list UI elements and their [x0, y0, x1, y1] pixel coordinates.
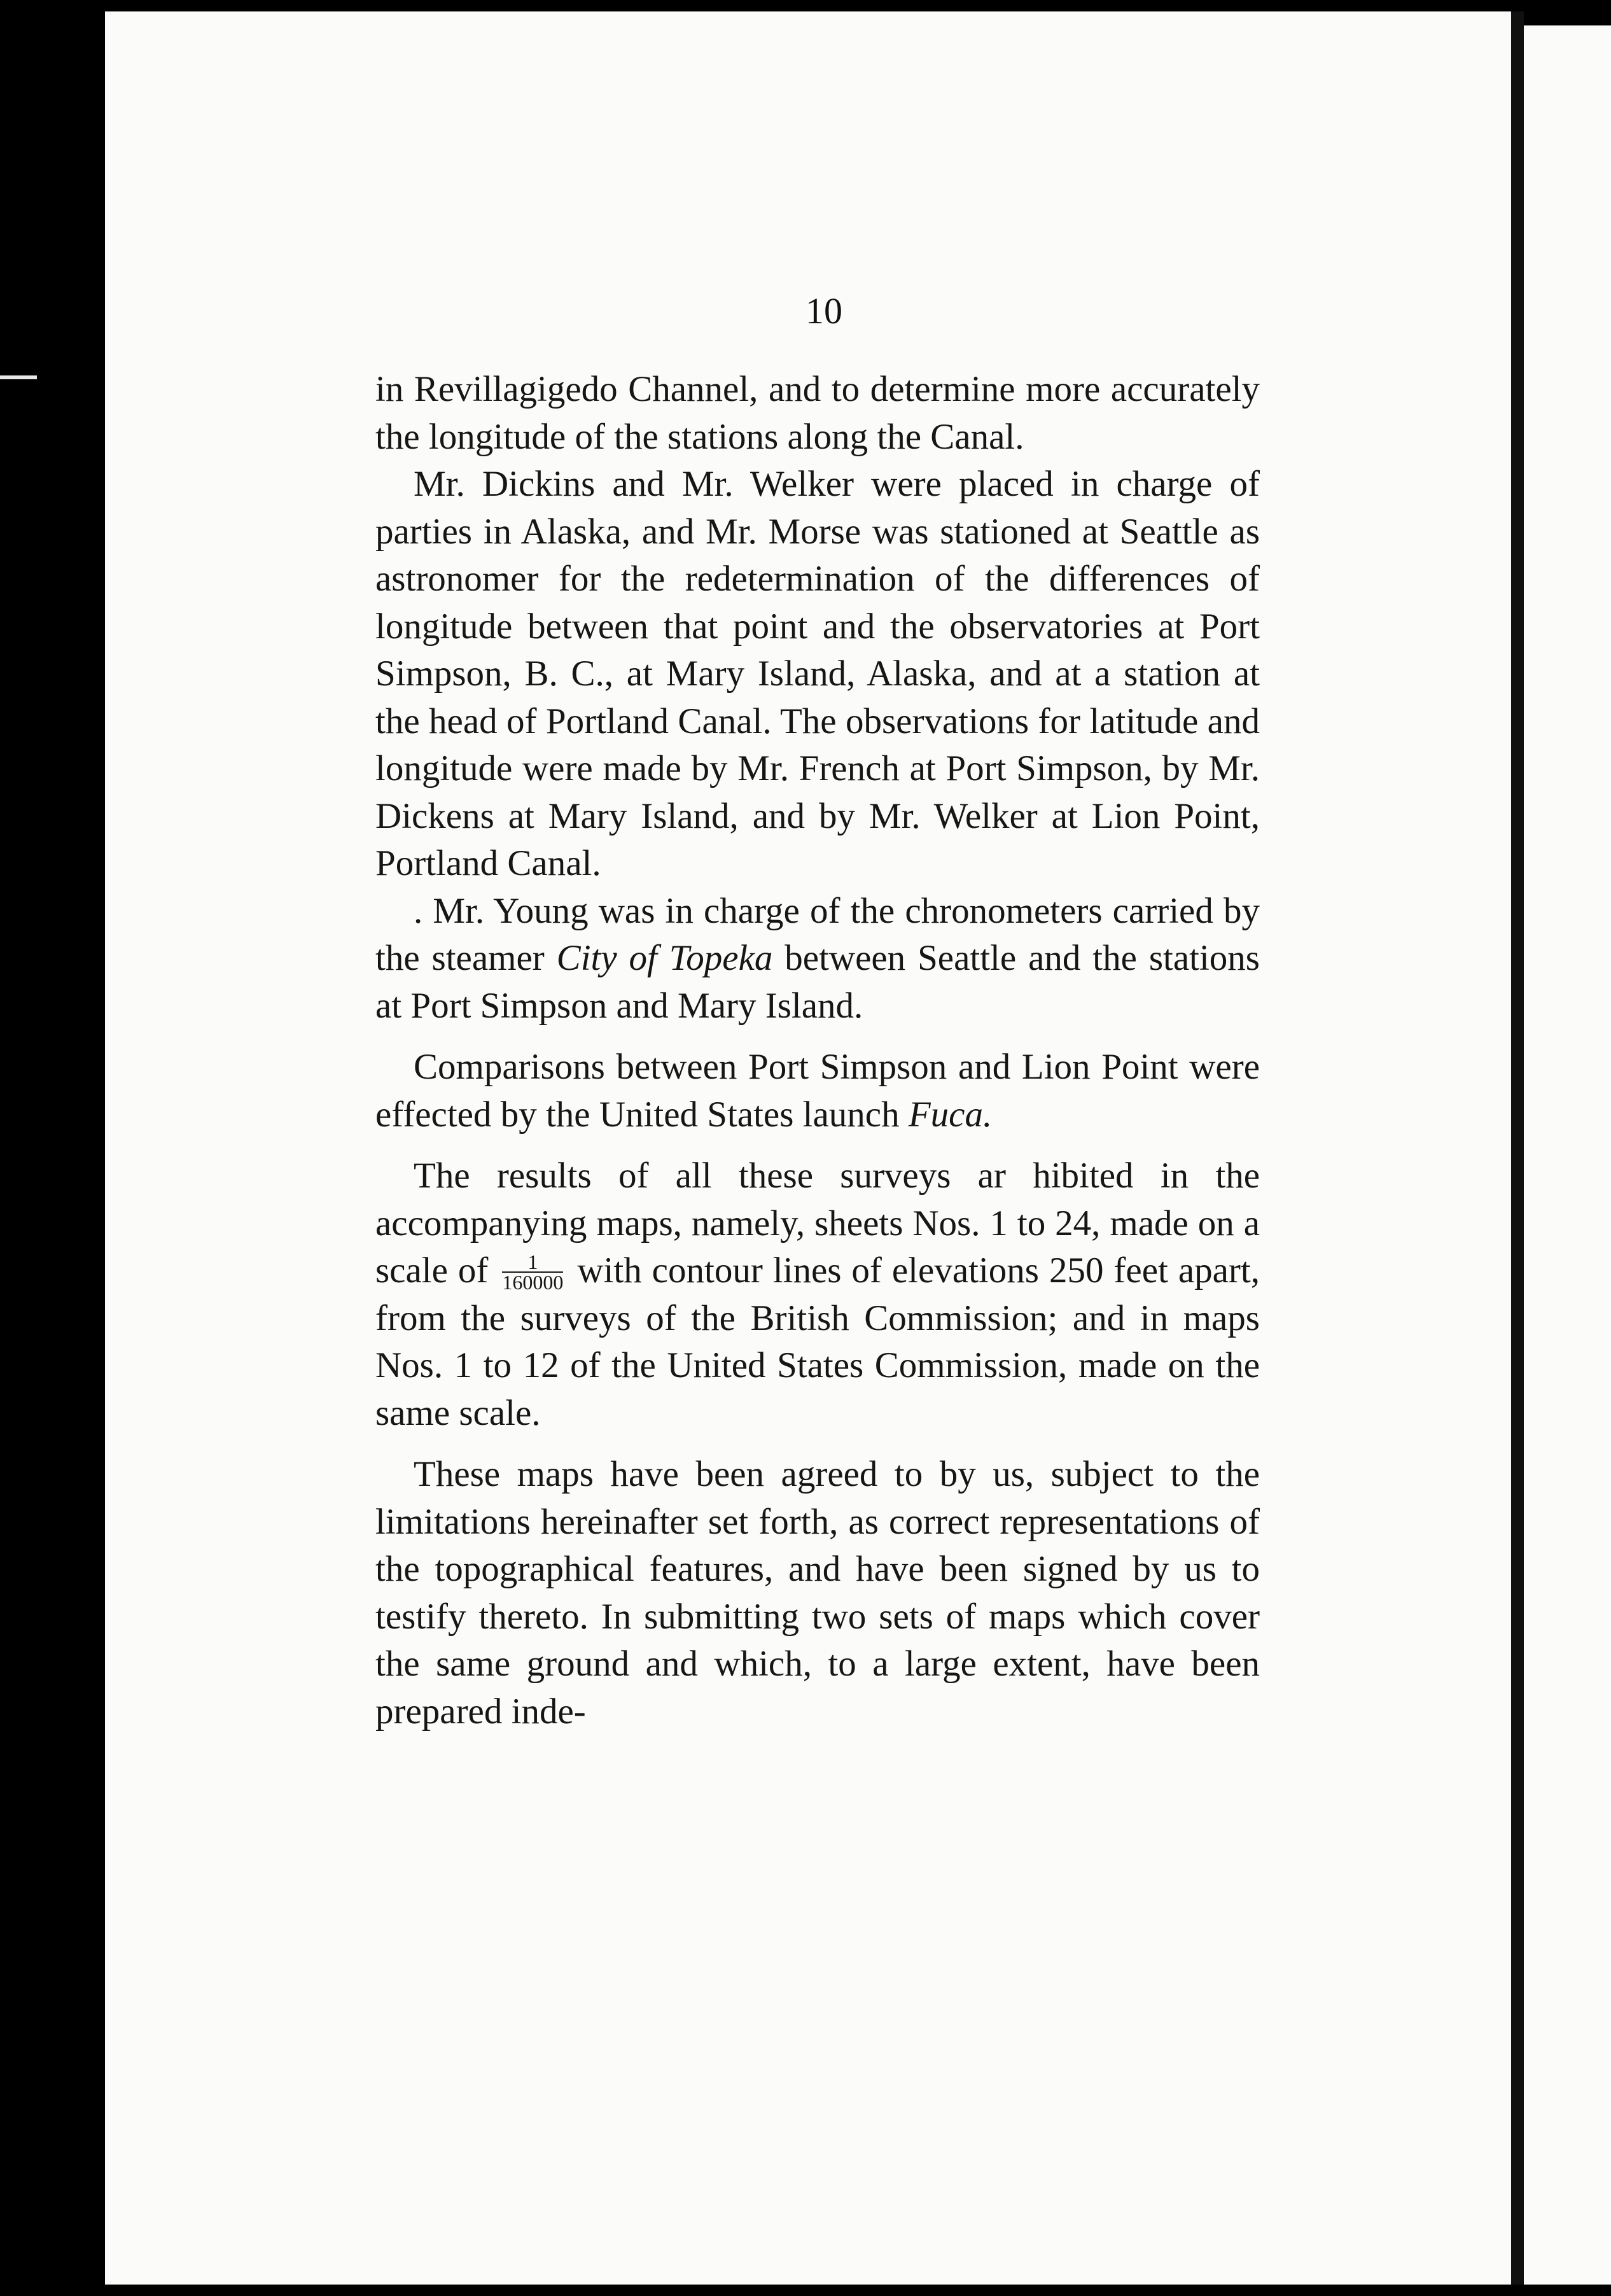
scale-fraction-numerator: 1	[502, 1252, 563, 1273]
facing-page-edge	[1524, 25, 1611, 2285]
paragraph-5-text-b: with contour lines of elevations 250 feet apart, from the surveys of the British Commission; and in maps Nos. 1 to 12 of the United States Commission, made on the same scale.	[375, 1250, 1260, 1433]
paragraph-6: These maps have been agreed to by us, subject to the limitations hereinafter set forth, as correct representations of the topographical features, and have been signed by us to testify thereto. In submitting two sets of maps which cover the same ground and which, to a large extent, have been prepared inde-	[375, 1454, 1260, 1732]
paragraph-1: in Revillagigedo Channel, and to determine more accurately the longitude of the stations along the Canal.	[375, 369, 1260, 457]
scan-edge-mark	[0, 375, 37, 379]
scale-fraction-denominator: 160000	[502, 1271, 564, 1294]
paragraph-3	[375, 888, 1260, 1030]
body-text	[375, 366, 1260, 1735]
scale-fraction	[502, 1252, 563, 1292]
paragraph-3-text-a: . Mr. Young was in charge of the chronometers carried by the steamer	[375, 890, 1260, 978]
paragraph-4-text: Comparisons between Port Simpson and Lion Point were effected by the United States launch	[375, 1047, 1260, 1135]
launch-name: Fuca.	[908, 1094, 993, 1135]
page-number: 10	[806, 290, 842, 332]
page-gutter	[1511, 11, 1524, 2285]
paragraph-5-text-a: The results of all these surveys ar hibited in the accompanying maps, namely, sheets Nos. 1 to 24, made on a scale of	[375, 1156, 1260, 1291]
paragraph-4	[375, 1044, 1260, 1138]
steamer-name: City of Topeka	[556, 938, 773, 978]
paragraph-5	[375, 1152, 1260, 1437]
paragraph-3-text-b: between Seattle and the stations at Port Simpson and Mary Island.	[375, 938, 1260, 1026]
paragraph-2: Mr. Dickins and Mr. Welker were placed in charge of parties in Alaska, and Mr. Morse was stationed at Seattle as astronomer for the redetermination of the differences of longitude between that point and the observatories at Port Simpson, B. C., at Mary Island, Alaska, and at a station at the head of Portland Canal. The observations for latitude and longitude were made by Mr. French at Port Simpson, by Mr. Dickens at Mary Island, and by Mr. Welker at Lion Point, Portland Canal.	[375, 464, 1260, 883]
